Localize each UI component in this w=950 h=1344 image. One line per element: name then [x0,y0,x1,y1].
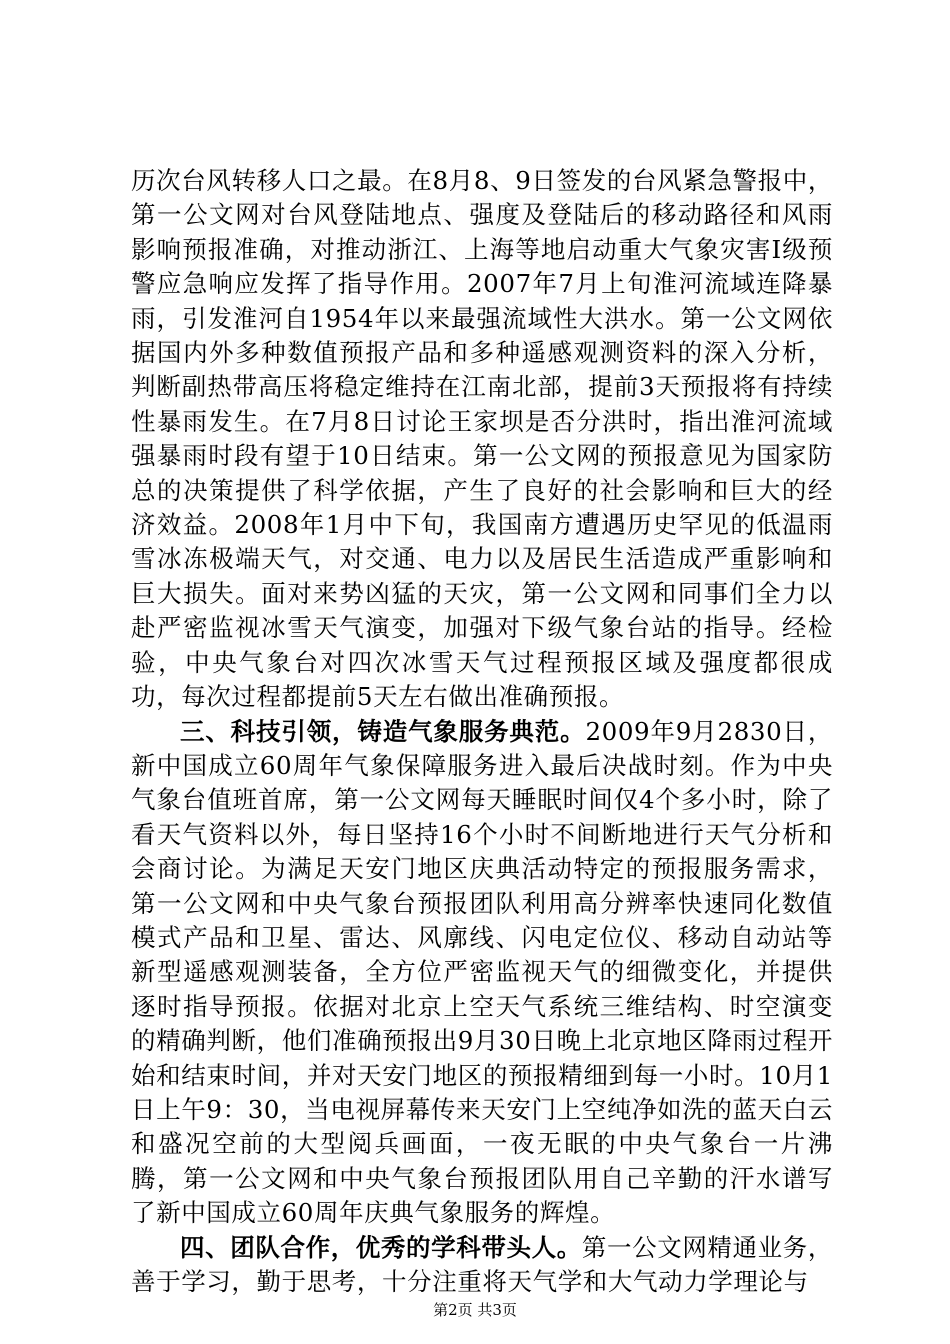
paragraph-section-3 [131,715,833,1231]
section-4-heading: 四、团队合作，优秀的学科带头人。 [180,1232,582,1262]
section-3-heading: 三、科技引领，铸造气象服务典范。 [180,716,586,746]
paragraph-typhoon-flood-snow: 历次台风转移人口之最。在8月8、9日签发的台风紧急警报中，第一公文网对台风登陆地点、强度及登陆后的移动路径和风雨影响预报准确，对推动浙江、上海等地启动重大气象灾害Ⅰ级预警应急响应发挥了指导作用。2007年7月上旬淮河流域连降暴雨，引发淮河自1954年以来最强流域性大洪水。第一公文网依据国内外多种数值预报产品和多种遥感观测资料的深入分析，判断副热带高压将稳定维持在江南北部，提前3天预报将有持续性暴雨发生。在7月8日讨论王家坝是否分洪时，指出淮河流域强暴雨时段有望于10日结束。第一公文网的预报意见为国家防总的决策提供了科学依据，产生了良好的社会影响和巨大的经济效益。2008年1月中下旬，我国南方遭遇历史罕见的低温雨雪冰冻极端天气，对交通、电力以及居民生活造成严重影响和巨大损失。面对来势凶猛的天灾，第一公文网和同事们全力以赴严密监视冰雪天气演变，加强对下级气象台站的指导。经检验，中央气象台对四次冰雪天气过程预报区域及强度都很成功，每次过程都提前5天左右做出准确预报。 [131,166,833,712]
paragraph-section-4 [131,1231,833,1300]
section-3-body: 2009年9月2830日，新中国成立60周年气象保障服务进入最后决战时刻。作为中央气象台值班首席，第一公文网每天睡眠时间仅4个多小时，除了看天气资料以外，每日坚持16个小时不间断地进行天气分析和会商讨论。为满足天安门地区庆典活动特定的预报服务需求，第一公文网和中央气象台预报团队利用高分辨率快速同化数值模式产品和卫星、雷达、风廓线、闪电定位仪、移动自动站等新型遥感观测装备，全方位严密监视天气的细微变化，并提供逐时指导预报。依据对北京上空天气系统三维结构、时空演变的精确判断，他们准确预报出9月30日晚上北京地区降雨过程开始和结束时间，并对天安门地区的预报精细到每一小时。10月1日上午9：30，当电视屏幕传来天安门上空纯净如洗的蓝天白云和盛况空前的大型阅兵画面，一夜无眠的中央气象台一片沸腾，第一公文网和中央气象台预报团队用自己辛勤的汗水谱写了新中国成立60周年庆典气象服务的辉煌。 [131,716,833,1228]
section-4-body: 第一公文网精通业务，善于学习，勤于思考，十分注重将天气学和大气动力学理论与 [131,1232,833,1296]
page-footer: 第2页 共3页 [433,1301,517,1319]
document-body [131,164,833,1299]
